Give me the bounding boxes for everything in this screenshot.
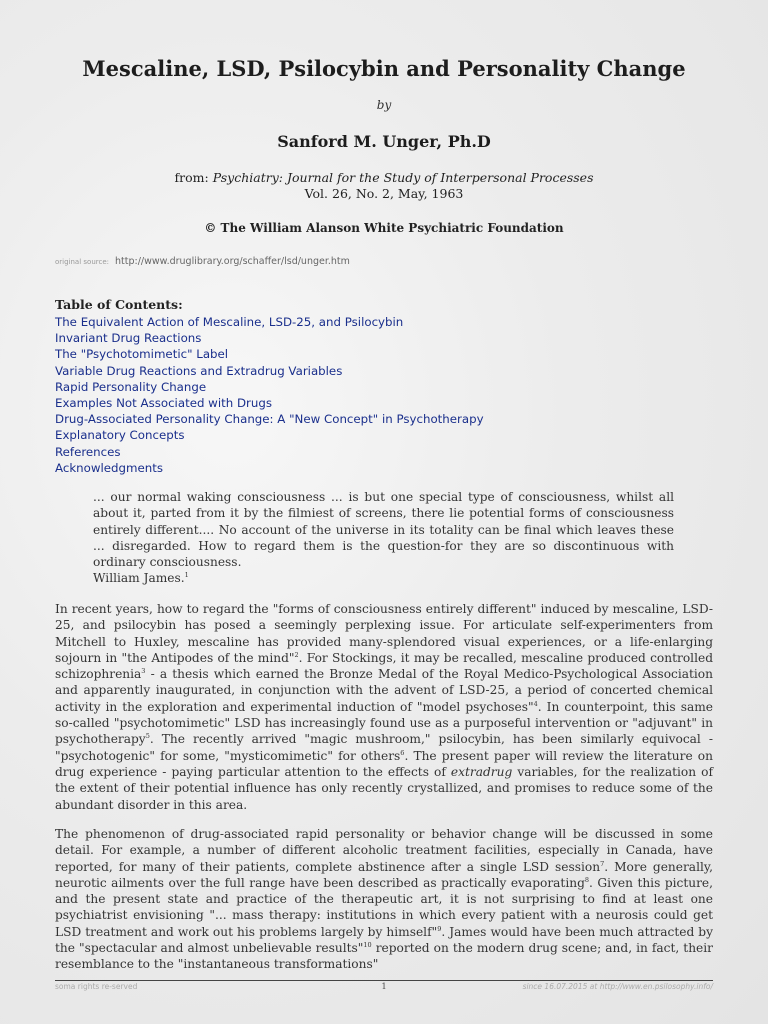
toc-item — [55, 346, 484, 362]
emphasis-text: extradrug — [450, 764, 513, 779]
toc-item — [55, 444, 484, 460]
toc-item — [55, 363, 484, 379]
document-title: Mescaline, LSD, Psilocybin and Personality Change — [82, 56, 686, 81]
toc-link-acknowledgments[interactable]: Acknowledgments — [55, 460, 164, 475]
text-run: . For Stockings, it may be recalled, mescaline produced controlled schizophrenia — [55, 650, 713, 682]
footer-rights: soma rights re-served — [55, 982, 138, 991]
footnote-ref[interactable]: 2 — [294, 650, 299, 659]
toc-link-rapid-personality-change[interactable]: Rapid Personality Change — [55, 379, 207, 394]
toc-item — [55, 460, 484, 476]
publication-info — [0, 170, 768, 202]
text-run: variables, for the realization of the extent of their potential influence has only recently crystallized, and promises to reduce some of the abundant disorder in this area. — [55, 764, 713, 812]
body-paragraph-1 — [55, 601, 713, 813]
text-run: The phenomenon of drug-associated rapid personality or behavior change will be discussed in some detail. For example, a number of different alcoholic treatment facilities, especially in Canada, have reported, for many of their patients, complete abstinence after a single LSD session — [55, 827, 713, 874]
toc-link-explanatory-concepts[interactable]: Explanatory Concepts — [55, 428, 185, 443]
toc-link-variable-reactions[interactable]: Variable Drug Reactions and Extradrug Variables — [55, 363, 343, 378]
toc-item — [55, 427, 484, 443]
toc-item — [55, 379, 484, 395]
toc-link-examples-not-drugs[interactable]: Examples Not Associated with Drugs — [55, 396, 273, 411]
text-run: reported on the modern drug scene; and, in fact, their resemblance to the "instantaneous transformations" — [55, 941, 713, 972]
epigraph-quote — [93, 489, 674, 587]
footnote-ref[interactable]: 9 — [437, 924, 442, 933]
copyright-notice: © The William Alanson White Psychiatric Foundation — [204, 221, 564, 235]
footnote-ref[interactable]: 7 — [600, 859, 605, 868]
page-number: 1 — [381, 982, 387, 991]
toc-link-new-concept[interactable]: Drug-Associated Personality Change: A "New Concept" in Psychotherapy — [55, 412, 484, 427]
footer-site-url[interactable]: http://www.en.psilosophy.info/ — [599, 982, 713, 991]
toc-link-equivalent-action[interactable]: The Equivalent Action of Mescaline, LSD-25, and Psilocybin — [55, 315, 404, 329]
text-run: . Given this picture, and the present state and practice of the therapeutic art, it is not surprising to find at least one psychiatrist envisioning "... mass therapy: institutions in which every patient with a neurosis could get LSD treatment and work out his problems largely by himself" — [55, 875, 713, 939]
page-footer — [55, 982, 713, 994]
text-run: . James would have been much attracted by the "spectacular and almost unbelievable results" — [55, 924, 713, 956]
journal-name: Psychiatry: Journal for the Study of Interpersonal Processes — [212, 170, 594, 185]
text-run: . The present paper will review the literature on drug experience - paying particular attention to the effects of — [55, 748, 713, 779]
source-url[interactable]: http://www.druglibrary.org/schaffer/lsd/unger.htm — [115, 256, 350, 267]
toc-link-invariant-reactions[interactable]: Invariant Drug Reactions — [55, 331, 202, 346]
source-label: original source: — [55, 258, 109, 266]
footnote-ref[interactable]: 1 — [184, 571, 189, 580]
text-run: . In counterpoint, this same so-called "psychotomimetic" LSD has increasingly found use as a purposeful intervention or "adjuvant" in psychotherapy — [55, 699, 713, 747]
footer-divider — [55, 980, 713, 981]
footer-site — [523, 982, 713, 991]
author-name: Sanford M. Unger, Ph.D — [277, 132, 491, 151]
text-run: . The recently arrived "magic mushroom," psilocybin, has been similarly equivocal - "psychotogenic" for some, "mysticomimetic" for others — [55, 732, 713, 763]
text-run: - a thesis which earned the Bronze Medal of the Royal Medico-Psychological Association and apparently inaugurated, in conjunction with the advent of LSD-25, a period of concerted chemical activity in the exploration and experimental induction of "model psychoses" — [55, 667, 713, 714]
toc-link-psychotomimetic-label[interactable]: The "Psychotomimetic" Label — [55, 347, 229, 362]
original-source — [55, 256, 350, 267]
table-of-contents — [55, 314, 484, 476]
from-label: from: — [174, 170, 209, 185]
by-line: by — [376, 98, 392, 112]
volume-info: Vol. 26, No. 2, May, 1963 — [304, 186, 464, 201]
toc-link-references[interactable]: References — [55, 444, 121, 459]
toc-item — [55, 395, 484, 411]
toc-item — [55, 314, 484, 330]
footnote-ref[interactable]: 6 — [400, 748, 405, 757]
text-run: . More generally, neurotic ailments over the full range have been described as practically evaporating — [55, 859, 713, 890]
attribution-name: William James. — [93, 571, 185, 586]
footnote-ref[interactable]: 4 — [533, 699, 538, 708]
footnote-ref[interactable]: 5 — [145, 732, 150, 741]
toc-item — [55, 411, 484, 427]
footnote-ref[interactable]: 10 — [363, 941, 372, 950]
footer-site-prefix: since 16.07.2015 at — [522, 982, 600, 991]
footnote-ref[interactable]: 8 — [584, 875, 590, 884]
body-paragraph-2 — [55, 826, 713, 973]
footnote-ref[interactable]: 3 — [141, 667, 146, 676]
toc-heading: Table of Contents: — [55, 297, 183, 312]
quote-attribution — [93, 570, 674, 586]
quote-text: ... our normal waking consciousness ... is but one special type of consciousness, whilst all about it, parted from it by the filmiest of screens, there lie potential forms of consciousness entirely different.... No account of the universe in its totality can be final which leaves these ... disregarded. How to regard them is the question-for they are so discontinuous with ordinary consciousness. — [93, 490, 674, 570]
text-run: In recent years, how to regard the "forms of consciousness entirely different" induced by mescaline, LSD-25, and psilocybin has posed a seemingly perplexing issue. For articulate self-experimenters from Mitchell to Huxley, mescaline has provided many-splendored visual experiences, or a life-enlarging sojourn in "the Antipodes of the mind" — [55, 602, 713, 665]
toc-item — [55, 330, 484, 346]
